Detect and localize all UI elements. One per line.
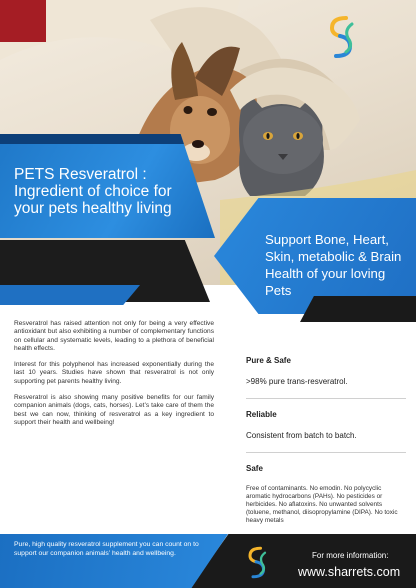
footer-dark-panel	[190, 534, 416, 588]
info-label: For more information:	[312, 551, 389, 560]
feature-safe	[246, 464, 406, 537]
feature-title: Pure & Safe	[246, 356, 291, 365]
red-corner-accent	[0, 0, 46, 42]
body-paragraph: Interest for this polyphenol has increased exponentially during the last 10 years. Studies have shown that resveratrol is not only supporting pet parents healthy living.	[14, 361, 214, 385]
dark-diagonal-right	[300, 296, 416, 322]
feature-title: Safe	[246, 464, 263, 473]
footer-tagline: Pure, high quality resveratrol supplement you can count on to support our companion animals’ health and wellbeing.	[14, 541, 199, 557]
feature-title: Reliable	[246, 410, 277, 419]
feature-text: Consistent from batch to batch.	[246, 431, 357, 440]
support-headline: Support Bone, Heart, Skin, metabolic & Brain Health of your loving Pets	[265, 232, 402, 298]
feature-text: Free of contaminants. No emodin. No polycyclic aromatic hydrocarbons (PAHs). No pesticides or herbicides. No aflatoxins. No unwanted solvents (toluene, methanol, diisopropylamine (DIPA). No toxic heavy metals	[246, 485, 398, 524]
body-text	[14, 320, 214, 435]
sharrets-logo-icon	[324, 14, 360, 60]
sharrets-logo-icon	[244, 545, 271, 580]
feature-pure-safe	[246, 356, 406, 399]
blue-diagonal-strip	[0, 285, 140, 305]
body-paragraph: Resveratrol has raised attention not only for being a very effective antioxidant but also exhibiting a number of complementary functions on cellular and systematic levels, leading to a plethora of beneficial health effects.	[14, 320, 214, 352]
feature-reliable	[246, 410, 406, 453]
page-title: PETS Resveratrol : Ingredient of choice for your pets healthy living	[14, 166, 172, 217]
website-link[interactable]: www.sharrets.com	[298, 565, 401, 579]
feature-text: >98% pure trans-resveratrol.	[246, 377, 348, 386]
feature-list	[246, 356, 406, 548]
body-paragraph: Resveratrol is also showing many positive benefits for our family companion animals (dogs, cats, horses). Let’s take care of them the best we can now, thinking of resveratrol as a key ingredient to support their health and wellbeing!	[14, 394, 214, 426]
